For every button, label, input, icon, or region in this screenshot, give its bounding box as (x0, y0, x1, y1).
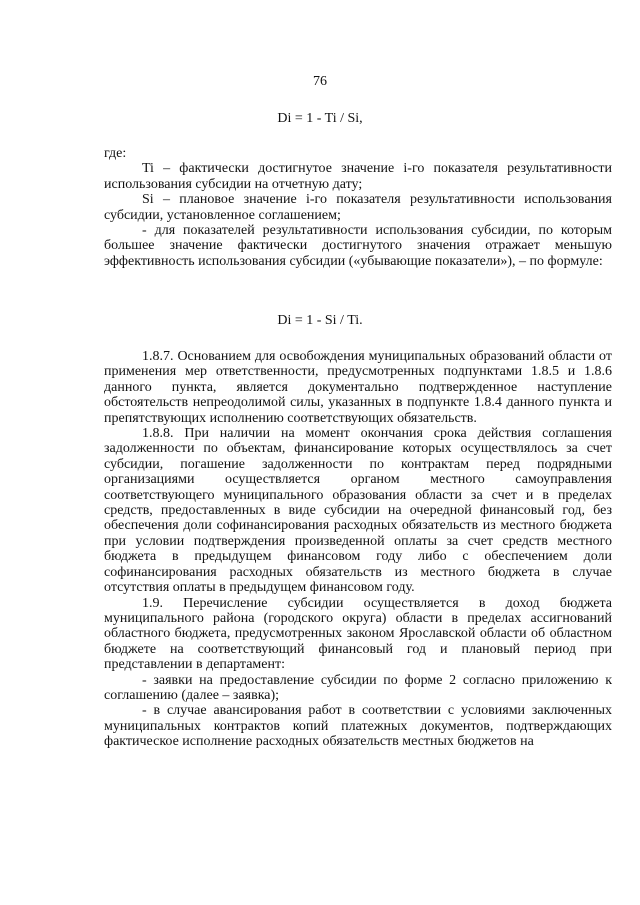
definition-ti: Ti – фактически достигнутое значение i-го показателя результативности использования субсидии на отчетную дату; (104, 161, 612, 192)
definitions-block (104, 146, 612, 269)
where-label: где: (104, 146, 127, 161)
list-item-advance-payment: - в случае авансирования работ в соответствии с условиями заключенных муниципальных контрактов копий платежных документов, подтверждающих фактическое исполнение расходных обязательств местных бюджетов на (104, 703, 612, 750)
page-number: 76 (313, 74, 327, 89)
paragraph-1-9: 1.9. Перечисление субсидии осуществляется в доход бюджета муниципального района (городского округа) области в пределах ассигнований областного бюджета, предусмотренных законом Ярославской области об областном бюджете на соответствующий финансовый год и плановый период при представлении в департамент: (104, 595, 612, 673)
definition-si: Si – плановое значение i-го показателя результативности использования субсидии, установленное соглашением; (104, 192, 612, 223)
main-text-block (104, 349, 612, 750)
paragraph-1-8-8: 1.8.8. При наличии на момент окончания срока действия соглашения задолженности по объектам, финансирование которых осуществлялось за счет субсидии, погашение задолженности по контрактам перед подрядными организациями осуществляется органом местного самоуправления соответствующего муниципального образования области за счет и в пределах средств, предоставленных в виде субсидии на очередной финансовый год, без обеспечения доли софинансирования расходных обязательств из местного бюджета при условии подтверждения произведенной оплаты за счет средств местного бюджета в предыдущем финансовом году либо с обеспечением доли софинансирования расходных обязательств из местного бюджета в случае отсутствия оплаты в предыдущем финансовом году. (104, 426, 612, 596)
list-item-application: - заявки на предоставление субсидии по форме 2 согласно приложению к соглашению (далее – заявка); (104, 672, 612, 703)
formula-di-decreasing: Di = 1 - Si / Ti. (277, 313, 363, 328)
decreasing-indicators-paragraph: - для показателей результативности использования субсидии, по которым большее значение фактически достигнутого значения отражает меньшую эффективность использования субсидии («убывающие показатели»), – по формуле: (104, 223, 612, 269)
paragraph-1-8-7: 1.8.7. Основанием для освобождения муниципальных образований области от применения мер ответственности, предусмотренных подпунктами 1.8.5 и 1.8.6 данного пункта, является документально подтвержденное наступление обстоятельств непреодолимой силы, указанных в подпункте 1.8.4 данного пункта и препятствующих исполнению соответствующих обязательств. (104, 349, 612, 426)
formula-di-increasing: Di = 1 - Ti / Si, (277, 111, 363, 126)
